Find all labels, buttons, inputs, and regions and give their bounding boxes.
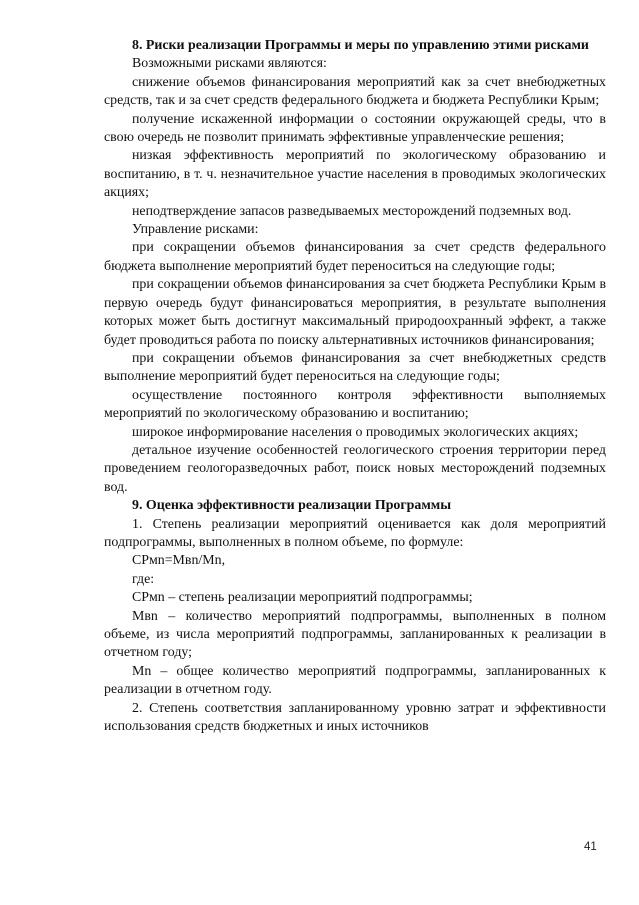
paragraph: где: xyxy=(132,571,155,587)
section-9-heading: 9. Оценка эффективности реализации Программы xyxy=(132,498,452,514)
paragraph: при сокращении объемов финансирования за счет средств федерального бюджета выполнение мероприятий будет переноситься на следующие годы; xyxy=(104,240,606,274)
paragraph: неподтверждение запасов разведываемых месторождений подземных вод. xyxy=(132,203,572,219)
paragraph: детальное изучение особенностей геологического строения территории перед проведением геологоразведочных работ, поиск новых месторождений подземных вод. xyxy=(104,442,606,495)
paragraph: широкое информирование населения о проводимых экологических акциях; xyxy=(132,424,579,440)
paragraph: СРмn – степень реализации мероприятий подпрограммы; xyxy=(132,590,473,606)
paragraph: получение искаженной информации о состоянии окружающей среды, что в свою очередь не позволит принимать эффективные управленческие решения; xyxy=(104,111,606,146)
formula: СРмn=Мвn/Мn, xyxy=(132,553,226,569)
paragraph: при сокращении объемов финансирования за счет внебюджетных средств выполнение мероприятий будет переноситься на следующие годы; xyxy=(104,350,606,385)
paragraph: снижение объемов финансирования мероприятий как за счет внебюджетных средств, так и за счет средств федерального бюджета и бюджета Республики Крым; xyxy=(104,74,606,109)
paragraph: 2. Степень соответствия запланированному уровню затрат и эффективности использования средств бюджетных и иных источников xyxy=(104,700,606,735)
paragraph: Управление рисками: xyxy=(132,222,259,238)
paragraph: Возможными рисками являются: xyxy=(132,56,327,72)
paragraph: 1. Степень реализации мероприятий оценивается как доля мероприятий подпрограммы, выполненных в полном объеме, по формуле: xyxy=(104,516,606,550)
paragraph: при сокращении объемов финансирования за счет бюджета Республики Крым в первую очередь будут финансироваться мероприятия, в результате выполнения которых может быть достигнут максимальный природоохранный эффект, а также будет проводиться работа по поиску альтернативных источников финансирования; xyxy=(104,277,606,348)
page-number: 41 xyxy=(584,841,597,853)
paragraph: Мn – общее количество мероприятий подпрограммы, запланированных к реализации в отчетном году. xyxy=(104,663,606,698)
page-content xyxy=(104,37,606,736)
paragraph: осуществление постоянного контроля эффективности выполняемых мероприятий по экологическому образованию и воспитанию; xyxy=(104,387,606,422)
paragraph: низкая эффективность мероприятий по экологическому образованию и воспитанию, в т. ч. незначительное участие населения в проводимых экологических акциях; xyxy=(104,148,606,201)
paragraph: Мвn – количество мероприятий подпрограммы, выполненных в полном объеме, из числа мероприятий подпрограммы, запланированных к реализации в отчетном году; xyxy=(104,608,606,661)
section-8-heading: 8. Риски реализации Программы и меры по управлению этими рисками xyxy=(132,38,589,53)
